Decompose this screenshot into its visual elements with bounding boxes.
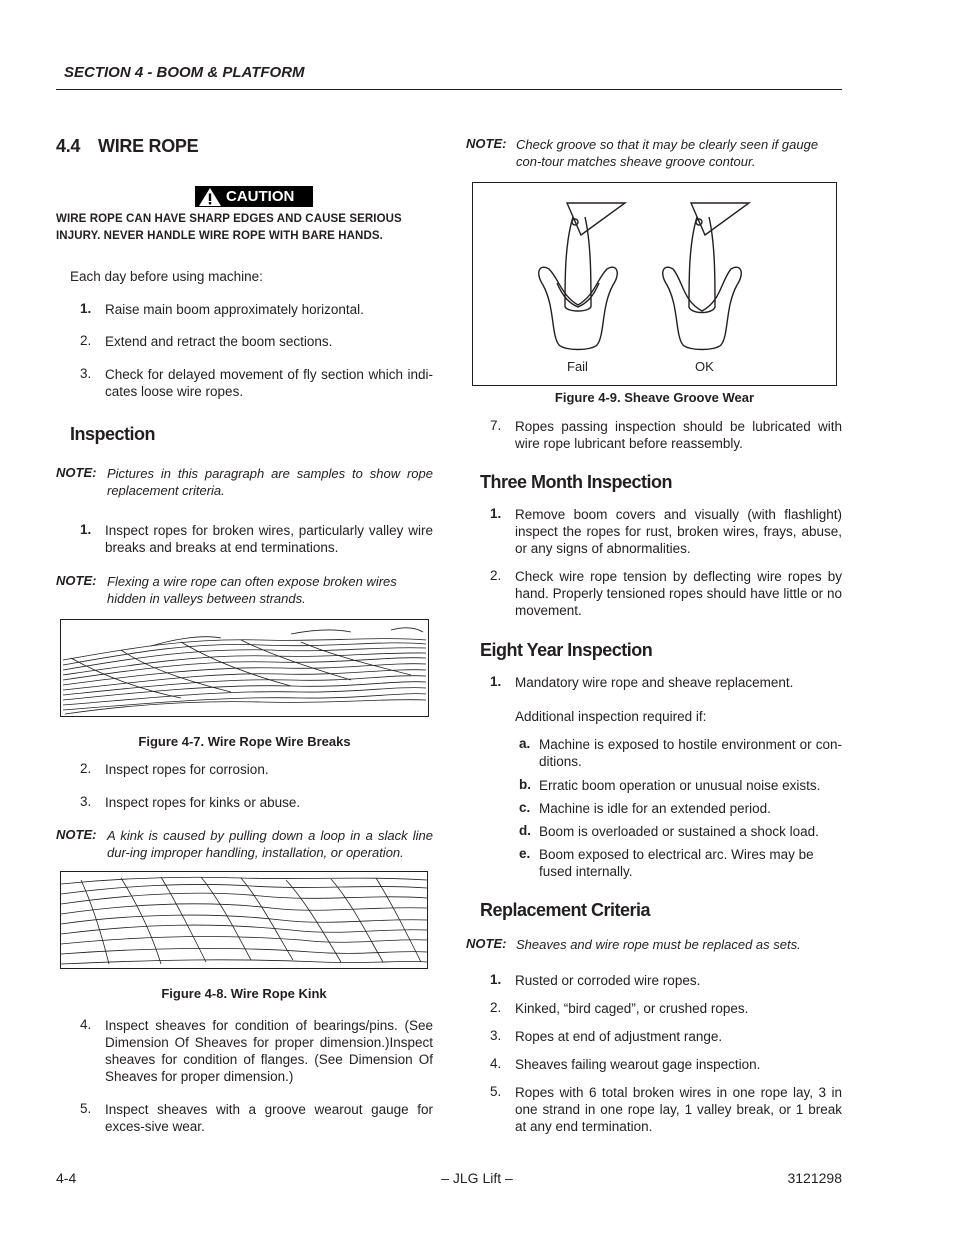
eight-year-heading: Eight Year Inspection xyxy=(480,640,653,660)
list-item: Sheaves failing wearout gage inspection. xyxy=(515,1057,761,1072)
list-item: Kinked, “bird caged”, or crushed ropes. xyxy=(515,1001,749,1016)
list-item: Rusted or corroded wire ropes. xyxy=(515,973,701,988)
list-item: Extend and retract the boom sections. xyxy=(105,334,333,349)
footer-brand: – JLG Lift – xyxy=(441,1170,513,1186)
section-header: SECTION 4 - BOOM & PLATFORM xyxy=(64,64,305,81)
list-number: 5. xyxy=(490,1084,502,1099)
list-number: 4. xyxy=(490,1056,502,1071)
list-item: Ropes with 6 total broken wires in one rope lay, 3 in one strand in one rope lay, 1 valley break, or 1 break at any end termination. xyxy=(515,1085,842,1134)
list-number: 4. xyxy=(80,1017,92,1032)
list-number: 1. xyxy=(80,522,92,537)
list-number: 1. xyxy=(490,506,502,521)
list-number: 5. xyxy=(80,1101,92,1116)
list-item: Inspect ropes for corrosion. xyxy=(105,762,269,777)
note-text: Pictures in this paragraph are samples to show rope replacement criteria. xyxy=(107,466,433,498)
document-number: 3121298 xyxy=(787,1170,842,1186)
list-number: 2. xyxy=(490,568,502,583)
list-item: Raise main boom approximately horizontal. xyxy=(105,302,364,317)
list-item: Mandatory wire rope and sheave replacement. xyxy=(515,675,794,690)
page-number: 4-4 xyxy=(56,1170,77,1186)
sub-letter: d. xyxy=(519,823,531,838)
caution-label: CAUTION xyxy=(226,188,295,205)
sub-item: Boom exposed to electrical arc. Wires may be fused internally. xyxy=(539,847,814,879)
figure-caption: Figure 4-7. Wire Rope Wire Breaks xyxy=(138,734,351,749)
figure-caption: Figure 4-8. Wire Rope Kink xyxy=(161,986,327,1001)
list-item: Inspect sheaves for condition of bearings/pins. (See Dimension Of Sheaves for proper dimension.)Inspect sheaves for condition of flanges. (See Dimension Of Sheaves for proper dimension.) xyxy=(105,1018,433,1084)
sub-letter: b. xyxy=(519,777,531,792)
inspection-heading: Inspection xyxy=(70,424,156,444)
sub-letter: a. xyxy=(519,736,531,751)
sub-item: Machine is exposed to hostile environment or con-ditions. xyxy=(539,737,842,769)
section-number: 4.4 xyxy=(56,136,81,156)
sub-item: Erratic boom operation or unusual noise exists. xyxy=(539,778,821,793)
figure-label-ok: OK xyxy=(695,359,714,374)
note-label: NOTE: xyxy=(56,827,97,842)
list-number: 1. xyxy=(490,972,502,987)
wire-rope-kink-illustration xyxy=(61,872,427,968)
sub-letter: c. xyxy=(519,800,531,815)
sub-letter: e. xyxy=(519,846,531,861)
additional-text: Additional inspection required if: xyxy=(515,709,707,724)
list-number: 1. xyxy=(80,301,92,316)
warning-icon xyxy=(198,187,222,207)
figure-caption: Figure 4-9. Sheave Groove Wear xyxy=(554,390,755,405)
list-item: Check for delayed movement of fly section which indi-cates loose wire ropes. xyxy=(105,367,433,399)
figure-label-fail: Fail xyxy=(567,359,588,374)
figure-sheave-groove-wear xyxy=(472,182,837,386)
list-number: 7. xyxy=(490,418,502,433)
note-text: Check groove so that it may be clearly seen if gauge con-tour matches sheave groove contour. xyxy=(516,137,819,169)
list-item: Inspect sheaves with a groove wearout gauge for exces-sive wear. xyxy=(105,1102,433,1134)
note-label: NOTE: xyxy=(56,465,97,480)
list-number: 3. xyxy=(80,366,92,381)
note-label: NOTE: xyxy=(466,936,507,951)
wire-rope-breaks-illustration xyxy=(61,620,428,716)
list-number: 2. xyxy=(490,1000,502,1015)
figure-wire-rope-breaks xyxy=(60,619,429,717)
figure-wire-rope-kink xyxy=(60,871,428,969)
section-heading: WIRE ROPE xyxy=(98,136,199,156)
note-text: Flexing a wire rope can often expose broken wires hidden in valleys between strands. xyxy=(107,574,397,606)
list-item: Inspect ropes for kinks or abuse. xyxy=(105,795,301,810)
list-item: Check wire rope tension by deflecting wire ropes by hand. Properly tensioned ropes should have little or no movement. xyxy=(515,569,842,618)
list-item: Inspect ropes for broken wires, particularly valley wire breaks and breaks at end terminations. xyxy=(105,523,433,555)
note-label: NOTE: xyxy=(466,136,507,151)
intro-text: Each day before using machine: xyxy=(70,269,263,284)
list-number: 3. xyxy=(80,794,92,809)
sub-item: Machine is idle for an extended period. xyxy=(539,801,771,816)
caution-text: WIRE ROPE CAN HAVE SHARP EDGES AND CAUSE SERIOUS INJURY. NEVER HANDLE WIRE ROPE WITH BARE HANDS. xyxy=(56,213,402,242)
list-number: 3. xyxy=(490,1028,502,1043)
note-text: A kink is caused by pulling down a loop in a slack line dur-ing improper handling, installation, or operation. xyxy=(107,828,433,860)
header-rule xyxy=(56,89,842,90)
three-month-heading: Three Month Inspection xyxy=(480,472,673,492)
list-number: 2. xyxy=(80,761,92,776)
sheave-gauge-illustration xyxy=(473,183,836,385)
replacement-heading: Replacement Criteria xyxy=(480,900,651,920)
sub-item: Boom is overloaded or sustained a shock load. xyxy=(539,824,819,839)
list-item: Remove boom covers and visually (with flashlight) inspect the ropes for rust, broken wires, frays, abuse, or any signs of abnormalities. xyxy=(515,507,842,556)
caution-banner xyxy=(195,186,313,207)
list-number: 2. xyxy=(80,333,92,348)
list-number: 1. xyxy=(490,674,502,689)
list-item: Ropes passing inspection should be lubricated with wire rope lubricant before reassembly. xyxy=(515,419,842,451)
note-label: NOTE: xyxy=(56,573,97,588)
list-item: Ropes at end of adjustment range. xyxy=(515,1029,723,1044)
note-text: Sheaves and wire rope must be replaced as sets. xyxy=(516,937,801,952)
